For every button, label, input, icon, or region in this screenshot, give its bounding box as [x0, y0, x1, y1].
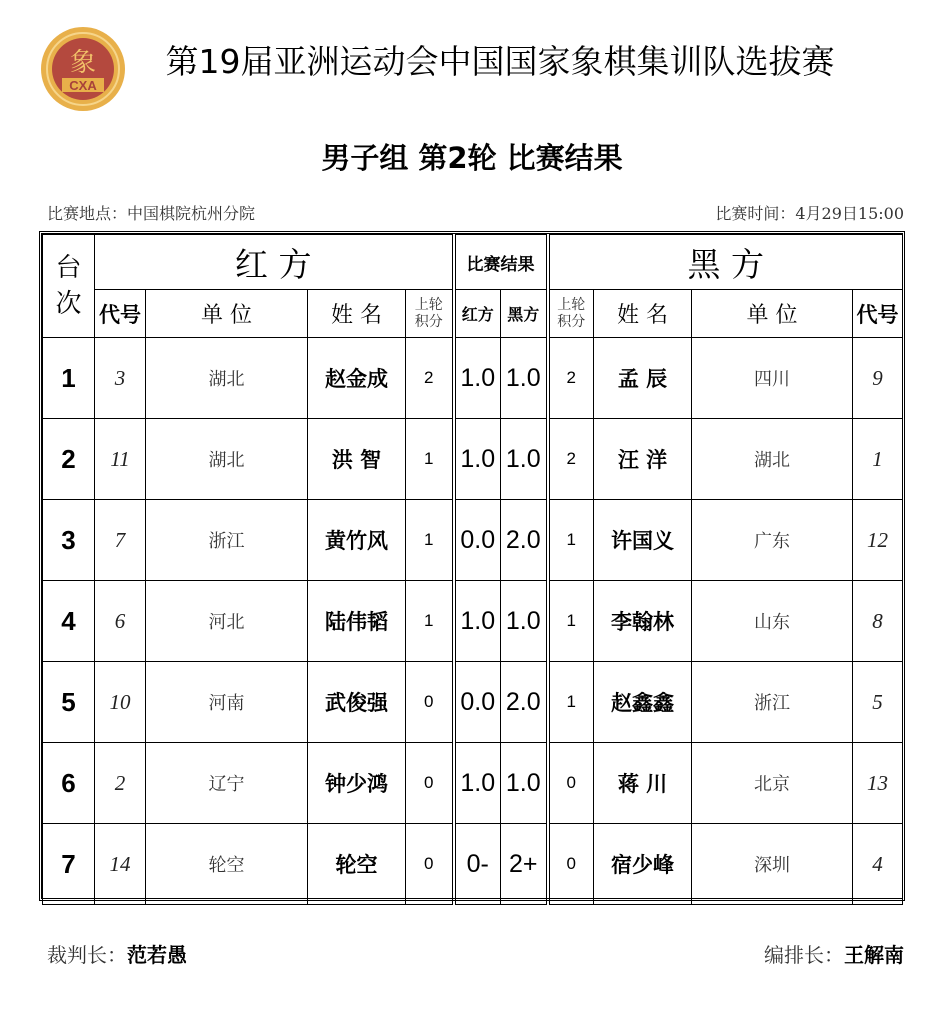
red-code: 2	[95, 743, 146, 824]
logo-text: CXA	[69, 78, 97, 93]
red-code: 7	[95, 500, 146, 581]
red-score: 1.0	[454, 419, 501, 500]
table-number: 1	[43, 338, 95, 419]
black-score: 2.0	[501, 500, 548, 581]
black-unit: 深圳	[692, 824, 853, 905]
result-header: 比赛结果	[454, 235, 548, 290]
table-number: 5	[43, 662, 95, 743]
arranger-label: 编排长：	[764, 943, 844, 967]
black-name: 李翰林	[594, 581, 692, 662]
black-code: 13	[853, 743, 903, 824]
table-number-header: 台 次	[43, 235, 95, 338]
red-code: 6	[95, 581, 146, 662]
red-prev-score: 1	[406, 419, 454, 500]
red-prev-score: 1	[406, 581, 454, 662]
red-unit: 辽宁	[146, 743, 308, 824]
red-code: 11	[95, 419, 146, 500]
table-row	[43, 824, 903, 905]
black-code: 9	[853, 338, 903, 419]
referee-name: 范若愚	[127, 943, 187, 967]
black-side-header: 黑 方	[548, 235, 903, 290]
red-code-header: 代号	[95, 290, 146, 338]
black-name: 赵鑫鑫	[594, 662, 692, 743]
cxa-logo-icon	[40, 26, 126, 112]
black-name: 宿少峰	[594, 824, 692, 905]
red-score: 1.0	[454, 581, 501, 662]
black-prev-score: 1	[548, 581, 594, 662]
table-number: 3	[43, 500, 95, 581]
black-score: 2.0	[501, 662, 548, 743]
black-prev-score: 2	[548, 419, 594, 500]
red-name: 洪 智	[308, 419, 406, 500]
black-unit-header: 单 位	[692, 290, 853, 338]
black-code: 8	[853, 581, 903, 662]
red-unit: 轮空	[146, 824, 308, 905]
red-prev-score: 0	[406, 743, 454, 824]
table-row	[43, 338, 903, 419]
black-unit: 浙江	[692, 662, 853, 743]
black-code: 4	[853, 824, 903, 905]
black-unit: 北京	[692, 743, 853, 824]
red-score: 0.0	[454, 500, 501, 581]
black-code-header: 代号	[853, 290, 903, 338]
red-score: 0.0	[454, 662, 501, 743]
red-prev-header: 上轮 积分	[406, 290, 454, 338]
red-prev-score: 1	[406, 500, 454, 581]
black-score: 1.0	[501, 743, 548, 824]
red-unit: 浙江	[146, 500, 308, 581]
red-prev-score: 0	[406, 662, 454, 743]
red-name: 轮空	[308, 824, 406, 905]
black-score: 1.0	[501, 419, 548, 500]
red-name: 武俊强	[308, 662, 406, 743]
black-unit: 山东	[692, 581, 853, 662]
table-number: 6	[43, 743, 95, 824]
table-row	[43, 500, 903, 581]
black-prev-score: 2	[548, 338, 594, 419]
red-unit: 河北	[146, 581, 308, 662]
black-score: 1.0	[501, 338, 548, 419]
red-side-header: 红 方	[95, 235, 454, 290]
black-unit: 广东	[692, 500, 853, 581]
referee-line	[47, 939, 187, 968]
black-unit: 湖北	[692, 419, 853, 500]
black-prev-header: 上轮 积分	[548, 290, 594, 338]
red-code: 3	[95, 338, 146, 419]
black-prev-score: 0	[548, 824, 594, 905]
table-row	[43, 662, 903, 743]
table-row	[43, 743, 903, 824]
red-code: 14	[95, 824, 146, 905]
black-unit: 四川	[692, 338, 853, 419]
red-score: 1.0	[454, 338, 501, 419]
table-number: 2	[43, 419, 95, 500]
red-prev-score: 0	[406, 824, 454, 905]
black-name: 蒋 川	[594, 743, 692, 824]
black-code: 12	[853, 500, 903, 581]
black-score: 1.0	[501, 581, 548, 662]
red-name: 黄竹风	[308, 500, 406, 581]
black-prev-score: 1	[548, 662, 594, 743]
red-unit: 湖北	[146, 419, 308, 500]
page-subtitle: 男子组 第2轮 比赛结果	[321, 141, 623, 175]
black-name: 汪 洋	[594, 419, 692, 500]
black-prev-score: 0	[548, 743, 594, 824]
black-code: 1	[853, 419, 903, 500]
time-text: 比赛时间：4月29日15:00	[715, 204, 904, 223]
venue-text: 比赛地点：中国棋院杭州分院	[47, 204, 256, 223]
black-name: 许国义	[594, 500, 692, 581]
arranger-line	[764, 939, 904, 968]
red-unit: 河南	[146, 662, 308, 743]
black-result-header: 黑方	[501, 290, 548, 338]
red-score: 1.0	[454, 743, 501, 824]
page-title: 第19届亚洲运动会中国国家象棋集训队选拔赛	[165, 42, 835, 81]
red-code: 10	[95, 662, 146, 743]
red-name: 陆伟韬	[308, 581, 406, 662]
red-unit-header: 单 位	[146, 290, 308, 338]
black-code: 5	[853, 662, 903, 743]
red-name: 赵金成	[308, 338, 406, 419]
results-table	[42, 234, 903, 905]
table-number: 4	[43, 581, 95, 662]
table-number: 7	[43, 824, 95, 905]
red-name: 钟少鸿	[308, 743, 406, 824]
black-prev-score: 1	[548, 500, 594, 581]
table-row	[43, 581, 903, 662]
referee-label: 裁判长：	[47, 943, 127, 967]
red-name-header: 姓 名	[308, 290, 406, 338]
table-row	[43, 419, 903, 500]
red-prev-score: 2	[406, 338, 454, 419]
red-result-header: 红方	[454, 290, 501, 338]
black-name-header: 姓 名	[594, 290, 692, 338]
black-score: 2+	[501, 824, 548, 905]
arranger-name: 王解南	[844, 943, 904, 967]
red-score: 0-	[454, 824, 501, 905]
logo-glyph: 象	[69, 48, 97, 78]
red-unit: 湖北	[146, 338, 308, 419]
black-name: 孟 辰	[594, 338, 692, 419]
